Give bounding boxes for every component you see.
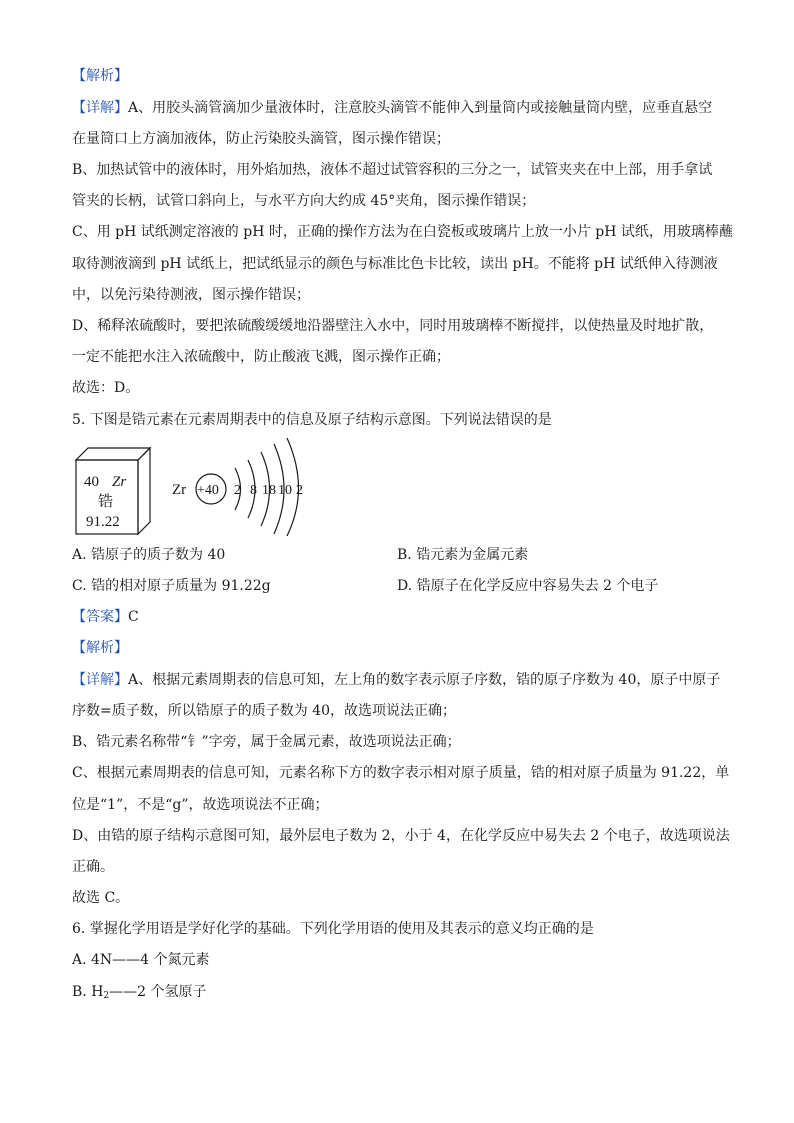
element-name: 锆: [98, 494, 114, 510]
nucleus-charge: +40: [197, 483, 219, 498]
explanation-line: D、稀释浓硫酸时，要把浓硫酸缓缓地沿器壁注入水中，同时用玻璃棒不断搅拌，以使热量及时地扩散，: [72, 318, 714, 334]
atomic-number: 40: [84, 474, 99, 490]
q6-option-a: A. 4N——4 个氮元素: [72, 952, 210, 968]
jiexi-label-q4: 【解析】: [72, 68, 128, 84]
element-card: [76, 448, 150, 534]
explanation-line: 管夹的长柄，试管口斜向上，与水平方向大约成 45°夹角，图示操作错误；: [72, 193, 536, 209]
explanation-line: 在量筒口上方滴加液体，防止污染胶头滴管，图示操作错误；: [72, 131, 450, 147]
answer-label: 【答案】: [72, 609, 128, 625]
explanation-line: C、根据元素周期表的信息可知，元素名称下方的数字表示相对原子质量，锆的相对原子质量为 91.22，单: [72, 765, 730, 781]
detail-label-q4: 【详解】: [72, 100, 128, 116]
question-5-stem: 5. 下图是锆元素在元素周期表中的信息及原子结构示意图。下列说法错误的是: [72, 412, 552, 428]
zirconium-figure: [72, 436, 342, 536]
explanation-line: C、用 pH 试纸测定溶液的 pH 时，正确的操作方法为在白瓷板或玻璃片上放一小片 pH 试纸，用玻璃棒蘸: [72, 224, 733, 240]
answer-line: 故选：D。: [72, 380, 140, 396]
answer-line: 故选 C。: [72, 890, 130, 906]
explanation-line: B、加热试管中的液体时，用外焰加热，液体不超过试管容积的三分之一，试管夹夹在中上部，用手拿试: [72, 162, 713, 178]
question-6-stem: 6. 掌握化学用语是学好化学的基础。下列化学用语的使用及其表示的意义均正确的是: [72, 921, 594, 937]
atom-symbol: Zr: [172, 482, 187, 498]
explanation-line: 正确。: [72, 859, 114, 875]
explanation-line: D、由锆的原子结构示意图可知，最外层电子数为 2，小于 4，在化学反应中易失去 2 个电子，故选项说法: [72, 828, 730, 844]
shell-electrons-3: 18: [262, 483, 276, 498]
q6-option-b: B. $H_2——2$ 个氢原子: [72, 984, 207, 1001]
option-b: B. 锆元素为金属元素: [397, 547, 529, 563]
option-c: C. 锆的相对原子质量为 91.22g: [72, 578, 271, 594]
explanation-line: B、锆元素名称带“钅”字旁，属于金属元素，故选项说法正确；: [72, 734, 461, 750]
element-symbol: Zr: [112, 474, 127, 490]
atomic-mass: 91.22: [86, 514, 120, 530]
shell-electrons-5: 2: [296, 483, 303, 498]
shell-electrons-1: 2: [234, 483, 241, 498]
answer-value: C: [128, 609, 139, 625]
explanation-line: 一定不能把水注入浓硫酸中，防止酸液飞溅，图示操作正确；: [72, 349, 450, 365]
explanation-line: 取待测液滴到 pH 试纸上，把试纸显示的颜色与标准比色卡比较，读出 pH。不能将 pH 试纸伸入待测液: [72, 256, 718, 272]
option-d: D. 锆原子在化学反应中容易失去 2 个电子: [397, 578, 659, 594]
jiexi-label-q5: 【解析】: [72, 640, 128, 656]
answer-row: [72, 607, 139, 627]
explanation-line: 【详解】A、根据元素周期表的信息可知，左上角的数字表示原子序数，锆的原子序数为 40，原子中原子: [72, 672, 721, 688]
shell-electrons-2: 8: [250, 483, 257, 498]
explanation-line: 序数=质子数，所以锆原子的质子数为 40，故选项说法正确；: [72, 703, 456, 719]
detail-label-q5: 【详解】: [72, 672, 128, 688]
option-a: A. 锆原子的质子数为 40: [72, 547, 226, 563]
atom-structure-diagram: [172, 438, 303, 536]
explanation-line: 【详解】A、用胶头滴管滴加少量液体时，注意胶头滴管不能伸入到量筒内或接触量筒内壁，应垂直悬空: [72, 100, 713, 116]
explanation-line: 位是“1”，不是“g”，故选项说法不正确；: [72, 797, 329, 813]
shell-electrons-4: 10: [278, 483, 292, 498]
explanation-line: 中，以免污染待测液，图示操作错误；: [72, 287, 310, 303]
